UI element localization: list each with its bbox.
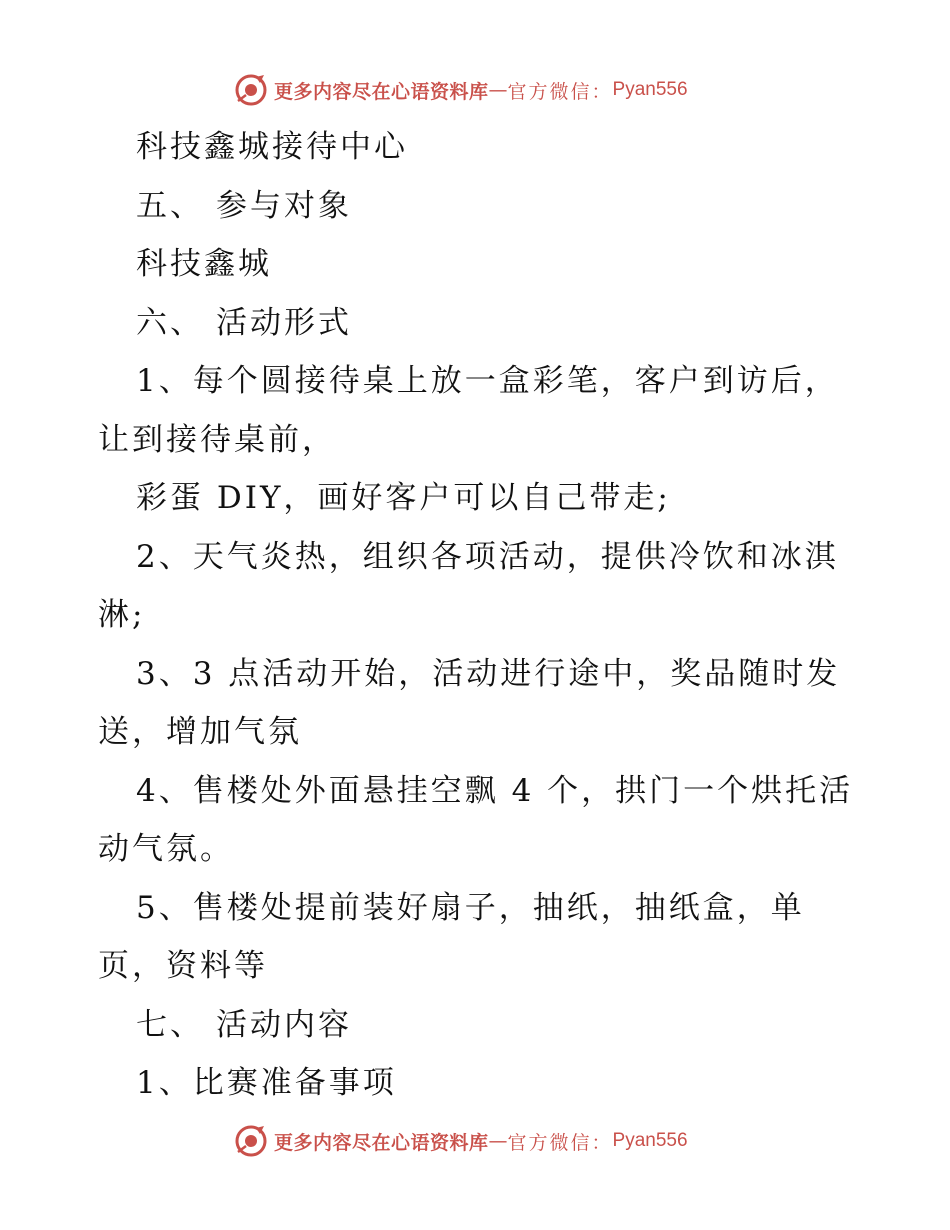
footer-banner	[234, 1123, 688, 1159]
section-heading: 六、 活动形式	[136, 304, 352, 341]
banner-wechat-label: 官方微信：	[507, 80, 613, 103]
text-line: 彩蛋 DIY，画好客户可以自己带走;	[136, 480, 671, 516]
header-banner	[234, 72, 688, 108]
text-line: 页，资料等	[98, 948, 268, 984]
text-line: 2、天气炎热，组织各项活动，提供冷饮和冰淇	[136, 538, 839, 575]
text-line: 5、售楼处提前装好扇子，抽纸，抽纸盒，单	[136, 889, 805, 926]
banner-wechat-label: 官方微信：	[507, 1131, 613, 1154]
text-line: 动气氛。	[98, 831, 234, 867]
banner-dash: —	[488, 1130, 508, 1152]
section-heading: 五、 参与对象	[136, 187, 352, 224]
text-line: 4、售楼处外面悬挂空飘 4 个，拱门一个烘托活	[136, 772, 854, 809]
quill-logo-icon	[234, 1124, 268, 1158]
section-heading: 七、 活动内容	[136, 1006, 352, 1043]
banner-brand: 更多内容尽在心语资料库	[274, 80, 489, 103]
text-line: 让到接待桌前，	[98, 421, 336, 458]
text-line: 科技鑫城接待中心	[136, 129, 408, 165]
banner-wechat-id: Pyan556	[612, 1130, 688, 1151]
text-line: 淋;	[98, 597, 146, 633]
banner-wechat-id: Pyan556	[612, 79, 688, 100]
banner-dash: —	[488, 79, 508, 101]
text-line: 1、每个圆接待桌上放一盒彩笔，客户到访后，	[136, 363, 839, 399]
banner-brand: 更多内容尽在心语资料库	[274, 1131, 489, 1154]
text-line: 1、比赛准备事项	[136, 1065, 397, 1101]
text-line: 3、3 点活动开始，活动进行途中，奖品随时发	[136, 655, 841, 692]
text-line: 送，增加气氛	[98, 714, 302, 750]
text-line: 科技鑫城	[136, 246, 272, 282]
quill-logo-icon	[234, 73, 268, 107]
document-body	[98, 118, 858, 1113]
